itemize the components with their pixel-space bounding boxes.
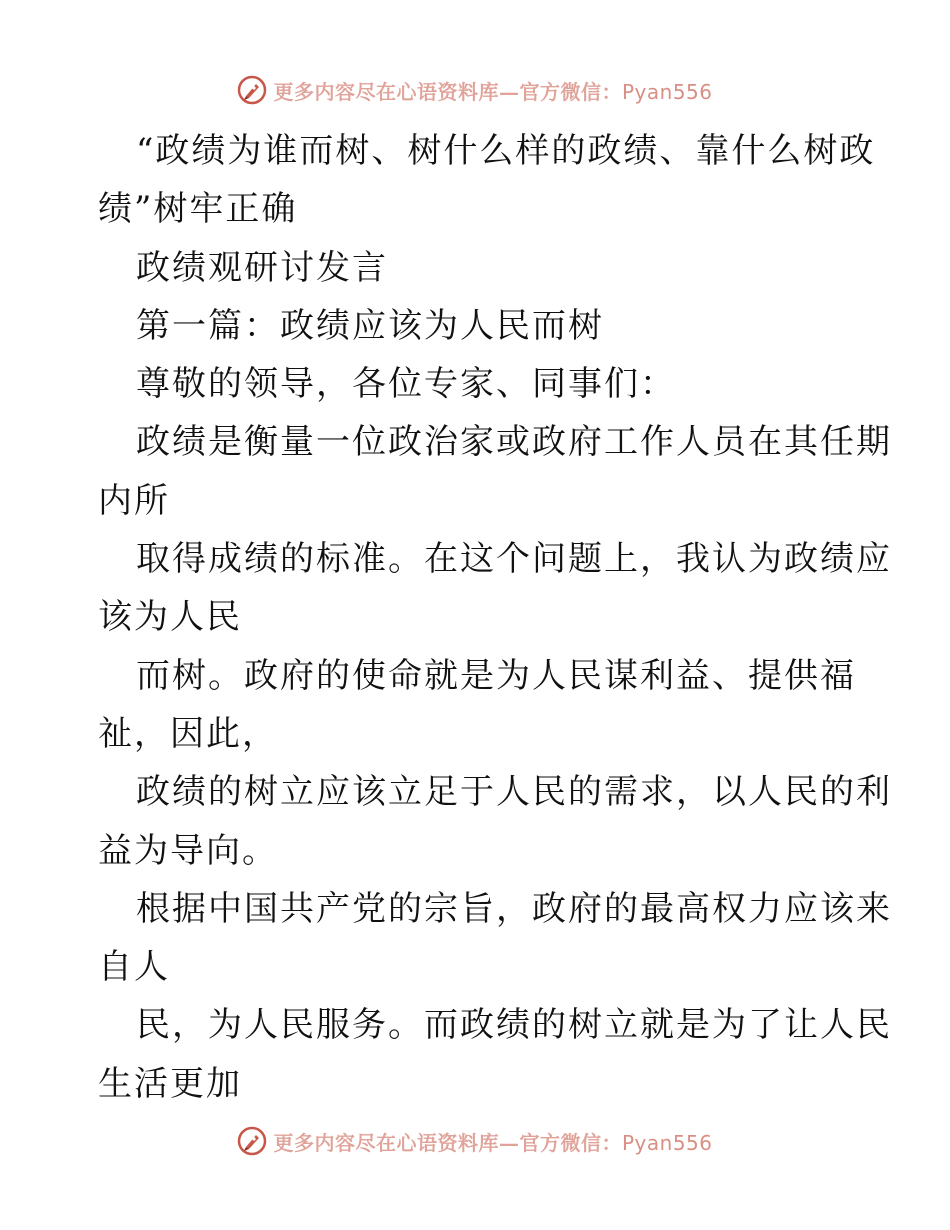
document-body <box>98 122 892 1113</box>
paragraph-line: 尊敬的领导，各位专家、同事们： <box>136 364 676 405</box>
paragraph-line: 祉，因此， <box>98 713 278 754</box>
paragraph-line: 益为导向。 <box>98 830 278 871</box>
paragraph-line: “政绩为谁而树、树什么样的政绩、靠什么树政 <box>136 131 876 171</box>
watermark-text: 更多内容尽在心语资料库—官方微信：Pyan556 <box>273 79 713 104</box>
paragraph-line: 民，为人民服务。而政绩的树立就是为了让人民 <box>136 1005 892 1046</box>
paragraph-line: 自人 <box>98 947 170 988</box>
paragraph-line: 根据中国共产党的宗旨，政府的最高权力应该来 <box>136 888 892 929</box>
paragraph-line: 政绩的树立应该立足于人民的需求，以人民的利 <box>136 772 892 813</box>
paragraph-line: 绩”树牢正确 <box>98 189 298 230</box>
pen-nib-icon <box>237 1126 267 1156</box>
paragraph-line: 第一篇：政绩应该为人民而树 <box>136 305 604 346</box>
paragraph-line: 政绩观研讨发言 <box>136 247 388 288</box>
paragraph-line: 取得成绩的标准。在这个问题上，我认为政绩应 <box>136 539 892 580</box>
paragraph-line: 内所 <box>98 480 170 521</box>
footer-watermark <box>0 1123 950 1159</box>
paragraph-line: 该为人民 <box>98 597 242 638</box>
paragraph-line: 而树。政府的使命就是为人民谋利益、提供福 <box>136 655 856 696</box>
paragraph-line: 生活更加 <box>98 1063 242 1104</box>
watermark-text: 更多内容尽在心语资料库—官方微信：Pyan556 <box>273 1130 713 1155</box>
paragraph-line: 政绩是衡量一位政治家或政府工作人员在其任期 <box>136 422 892 463</box>
header-watermark <box>0 72 950 108</box>
pen-nib-icon <box>237 75 267 105</box>
